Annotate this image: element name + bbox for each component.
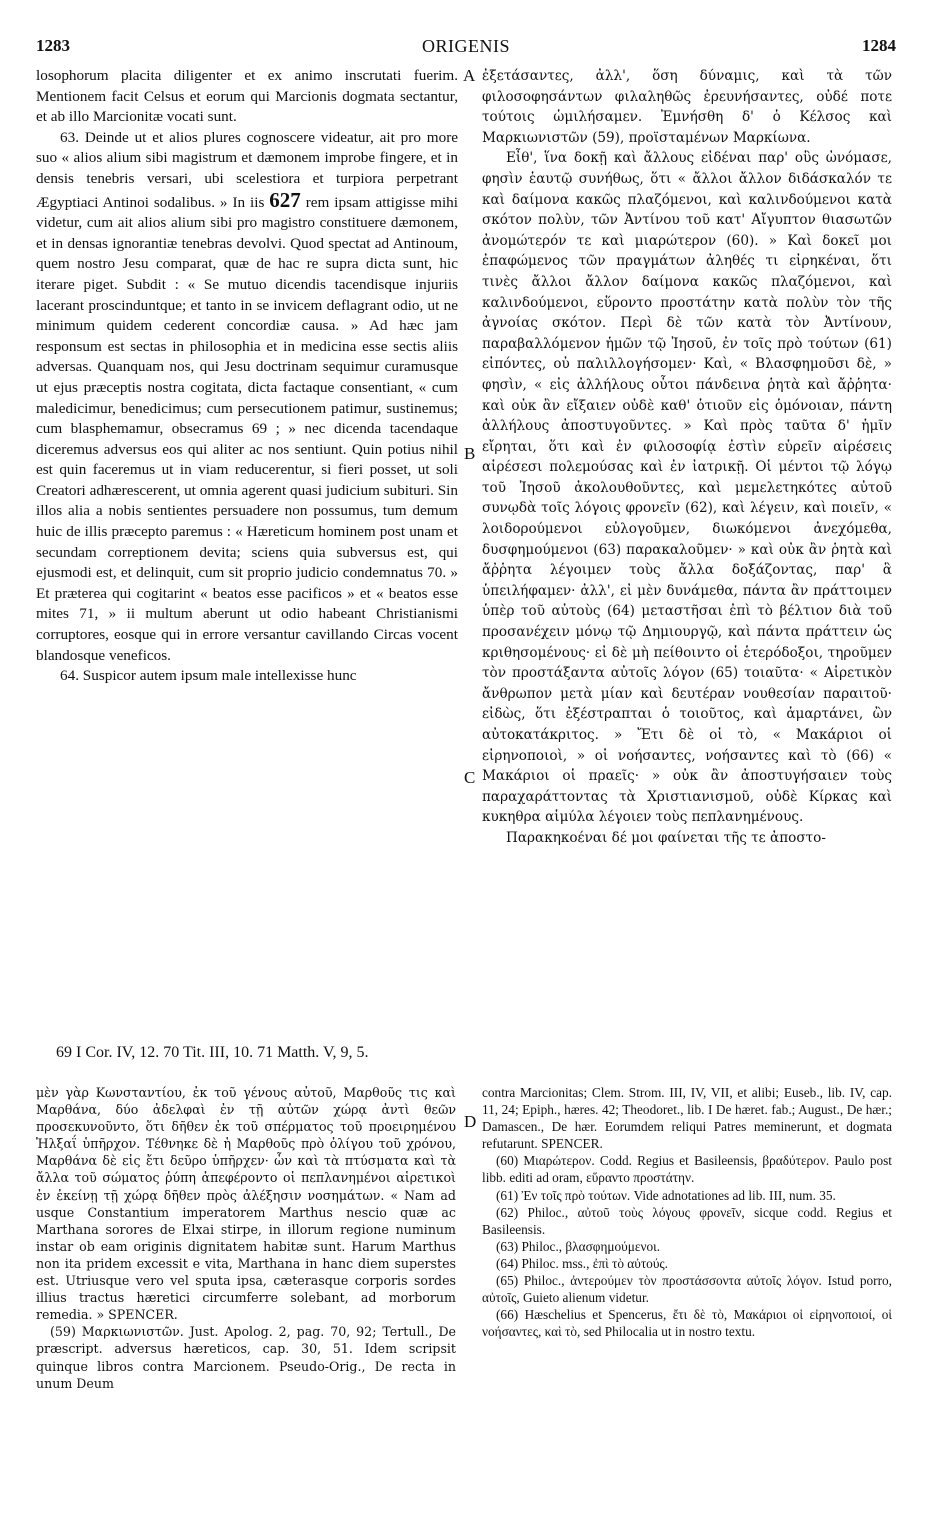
latin-column bbox=[36, 66, 458, 687]
page-number-left: 1283 bbox=[36, 36, 70, 55]
page-number-right: 1284 bbox=[862, 36, 896, 55]
footnote-59: (59) Μαρκιωνιστῶν. Just. Apolog. 2, pag. 70, 92; Tertull., De præscript. adversus hæreticos, cap. 30, 51. Idem scripsit quinque libros contra Marcionem. Pseudo-Orig., De recta in unum Deum bbox=[36, 1324, 456, 1391]
latin-paragraph: 64. Suspicor autem ipsum male intellexisse hunc bbox=[60, 667, 357, 685]
column-marker: 627 bbox=[269, 187, 301, 212]
page-header bbox=[36, 36, 896, 60]
latin-paragraph: losophorum placita diligenter et ex animo inscrutati fuerim. Mentionem facit Celsus et eorum qui Marcionis dogmata sectantur, et ab illo Marcionitæ vocati sunt. bbox=[36, 67, 458, 126]
latin-text: rem ipsam attigisse mihi videtur, cum ait alios alium sibi pro magistro constituere dæmonem, et in densas ignorantiæ tenebras devolvi. Quod spectat ad Antinoum, quem nostro Jesu comparat, quæ de hac re supra dicta sunt, hic iterare piget. Subdit : « Se mutuo dicendis tacendisque injuriis lacerant proscinduntque; et tanto in se invicem deflagrant odio, ut ne minimum quidem cederent concordiæ causa. » Ad hæc jam responsum est sectas in philosophia et in medicina esse sectis aliis adversas. Quanquam nos, qui Jesu doctrinam sequimur curamusque ut ejus præceptis nostra cogitata, dicta factaque consentiant, « cum maledicimur, benedicimus; cum persecutionem patimur, sustinemus; cum blasphemamur, obsecramus 69 ; » nec dicenda tacendaque diceremus adversus eos qui aliter ac nos sentiunt. Quin potius nihil est quin faceremus ut in viam reducerentur, si fieri posset, ut soli Creatori adhærescerent, ut omnia agerent quasi judicium subituri. Sin illos alia a nobis sentientes persuadere non possumus, tum demum huic de illis præcepto paremus : « Hæreticum hominem post unam et secundam correptionem devita; sciens quia subversus est, qui ejusmodi est, et delinquit, cum sit proprio judicio condemnatus 70. » Et præterea qui cogitarint « beatos esse pacificos » et « beatos esse mites 71, » ii multum aberunt ut odio habeant Christianismi corruptores, eosque qui in errore versantur cavillando Circas vocent blandosque veneficos. bbox=[36, 193, 458, 664]
margin-letter-b: B bbox=[464, 444, 476, 463]
greek-paragraph: Παρακηκοέναι δέ μοι φαίνεται τῆς τε ἀποστο- bbox=[506, 829, 826, 846]
footnote-66: (66) Hæschelius et Spencerus, ἔτι δὲ τὸ, Μακάριοι οἱ εἰρηνοποιοί, οἱ νοήσαντες, καὶ τὸ, sed Philocalia ut in nostro textu. bbox=[482, 1307, 892, 1340]
latin-text: 63. Deinde ut et alios plures cognoscere videatur, ait pro more suo « alios alium sibi magistrum et dæmonem improbe fingere, et in densis tenebris versari, ubi scelestiora et turpiora perpetrant Ægyptiaci Antinoi sodalibus. » In iis bbox=[36, 128, 458, 211]
greek-paragraph: ἐξετάσαντες, ἀλλ', ὅση δύναμις, καὶ τὰ τῶν φιλοσοφησάντων φιλαληθῶς ἐρευνήσαντες, οὐδέ ποτε τούτοις ὡμιλήσαμεν. Ἐμνήσθη δ' ὁ Κέλσος καὶ Μαρκιωνιστῶν (59), προϊσταμένων Μαρκίωνα. bbox=[482, 68, 892, 146]
greek-paragraph: Εἶθ', ἵνα δοκῇ καὶ ἄλλους εἰδέναι παρ' οὓς ὠνόμασε, φησὶν ἑαυτῷ συνήθως, ὅτι « ἄλλοι ἄλλον διδάσκαλόν τε καὶ δαίμονα κακῶς πλαζόμενοι, καὶ καλινδούμενοι κατὰ σκότον πολὺν, τῶν Ἀντίνου τοῦ κατ' Αἴγυπτον θιασωτῶν ἀνομώτερόν τε καὶ μιαρώτερον (60). » Καὶ δοκεῖ μοι ἐπαφώμενος τῶν πραγμάτων ἀληθές τι εἰρηκέναι, ὅτι τινὲς ἄλλοι ἄλλον δαίμονα κακῶς πλαζόμενοι, καὶ καλινδούμενοι, εὕροντο προστάτην κατὰ πολὺν τὸν τῆς ἀγνοίας σκότον. Περὶ δὲ τῶν κατὰ τὸν Ἀντίνουν, παραβαλλόμενον ἡμῶν τῷ Ἰησοῦ, ἐν τοῖς πρὸ τούτων (61) εἰπόντες, οὐ παλιλλογήσομεν· Καὶ, « Βλασφημοῦσι δὲ, » φησὶν, « εἰς ἀλλήλους οὗτοι πάνδεινα ῥητὰ καὶ ἄῤῥητα· καὶ οὐκ ἂν εἴξαιεν οὐδὲ καθ' ὁτιοῦν εἰς ὁμόνοιαν, πάντη ἀλλήλους ἀποστυγοῦντες. » Καὶ πρὸς ταῦτα δ' ἡμῖν εἴρηται, ὅτι καὶ ἐν φιλοσοφίᾳ ἐστὶν εὑρεῖν αἱρέσεις αἱρέσεσι πολεμούσας καὶ ἐν ἰατρικῇ. Οἱ μέντοι τῷ λόγῳ τοῦ Ἰησοῦ ἀκολουθοῦντες, καὶ μεμελετηκότες αὐτοῦ συνῳδὰ τοῖς λόγοις φρονεῖν (62), καὶ λέγειν, καὶ ποιεῖν, « λοιδορούμενοι εὐλογοῦμεν, διωκόμενοι ἀνεχόμεθα, δυσφημούμενοι (63) παρακαλοῦμεν· » καὶ οὐκ ἂν ῥητὰ καὶ ἄῤῥητα λέγοιμεν τοὺς ἄλλα δοξάζοντας, παρ' ἃ ὑπειλήφαμεν· ἀλλ', εἰ μὲν δυνάμεθα, πάντα ἂν πράττοιμεν ὑπὲρ τοῦ αὐτοὺς (64) μεταστῆσαι ἐπὶ τὸ βέλτιον διὰ τοῦ προσανέχειν μόνῳ τῷ Δημιουργῷ, καὶ πάντα πράττειν ὡς κριθησομένους· εἰ δὲ μὴ πείθοιντο οἱ ἑτερόδοξοι, τηροῦμεν τὸν προστάξαντα αὐτοῖς λόγον (65) τοιαῦτα· « Αἱρετικὸν ἄνθρωπον μετὰ μίαν καὶ δευτέραν νουθεσίαν παραιτοῦ· εἰδὼς, ὅτι ἐξέστραπται ὁ τοιοῦτος, καὶ ἁμαρτάνει, ὢν αὐτοκατάκριτος. » Ἔτι δὲ οἱ τὸ, « Μακάριοι οἱ εἰρηνοποιοὶ, » οἱ νοήσαντες, νοήσαντες καὶ τὸ (66) « Μακάριοι οἱ πραεῖς· » οὐκ ἂν ἀποστυγήσαιεν τοὺς παραχαράττοντας τὰ Χριστιανισμοῦ, οὐδὲ Κίρκας καὶ κυκηθρα αἱμύλα λέγοιεν τοὺς πεπλανημένους. bbox=[482, 150, 892, 826]
footnotes-left bbox=[36, 1084, 456, 1392]
footnote-62: (62) Philoc., αὐτοῦ τοὺς λόγους φρονεῖν, sicque codd. Regius et Basileensis. bbox=[482, 1204, 892, 1237]
latin-paragraph bbox=[36, 128, 458, 666]
footnote-61: (61) Ἐν τοῖς πρὸ τούτων. Vide adnotationes ad lib. III, num. 35. bbox=[496, 1187, 836, 1203]
footnote-60: (60) Μιαρώτερον. Codd. Regius et Basileensis, βραδύτερον. Paulo post libb. editi ad oram, εὕραντο προστάτην. bbox=[482, 1153, 892, 1186]
scripture-references: 69 I Cor. IV, 12. 70 Tit. III, 10. 71 Matth. V, 9, 5. bbox=[56, 1044, 369, 1061]
margin-letter-c: C bbox=[464, 768, 476, 787]
footnote-65: (65) Philoc., ἀντερούμεν τὸν προστάσσοντα αὐτοῖς λόγον. Istud porro, αὐτοῖς, Guieto alienum videtur. bbox=[482, 1273, 892, 1306]
margin-letter-d: D bbox=[464, 1112, 477, 1131]
greek-column bbox=[482, 66, 892, 849]
footnote-paragraph: contra Marcionitas; Clem. Strom. III, IV, VII, et alibi; Euseb., lib. IV, cap. 11, 24; Epiph., hæres. 42; Theodoret., lib. I De hæret. fab.; August., De hær.; Damascen., De hær. Eorumdem reliqui Patres meminerunt, et dogmata refutarunt. SPENCER. bbox=[482, 1085, 892, 1152]
margin-letter-a: A bbox=[463, 66, 476, 85]
footnote-64: (64) Philoc. mss., ἐπὶ τὸ αὐτούς. bbox=[496, 1255, 669, 1271]
footnote-63: (63) Philoc., βλασφημούμενοι. bbox=[496, 1238, 661, 1254]
footnotes-right bbox=[482, 1084, 892, 1340]
running-title: ORIGENIS bbox=[422, 36, 510, 56]
footnote-paragraph: μὲν γὰρ Κωνσταντίου, ἐκ τοῦ γένους αὐτοῦ, Μαρθοῦς τις καὶ Μαρθάνα, δύο ἀδελφαὶ ἐν τῇ αὐτῶν χώρᾳ ἀντὶ θεῶν προσεκυνοῦντο, ὅτι δῆθεν ἐκ τοῦ σπέρματος τοῦ προειρημένου Ἠλξαΐ ὑπῆρχον. Τέθνηκε δὲ ἡ Μαρθοῦς πρὸ ὀλίγου τοῦ χρόνου, Μαρθάνα δὲ εἰς ἔτι δεῦρο ὑπῆρχεν· ὧν καὶ τὰ πτύσματα καὶ τὰ ἄλλα τοῦ σώματος ῥύπη ἀπεφέροντο οἱ πεπλανημένοι αἱρετικοὶ ἐν ἐκείνῃ τῇ χώρᾳ δῆθεν πρὸς ἀλέξησιν νοσημάτων. « Nam ad usque Constantium imperatorem Marthus nescio quæ ac Marthana sorores de Elxai stirpe, in illorum regione numinum instar ob eam originis dignitatem habitæ sunt. Harum Marthus non ita pridem excessit e vita, Marthana in hanc diem superstes est. Utriusque vero vel sputa ipsa, cæterasque corporis sordes illius tractus hæretici circumferre solebant, ad morborum remedia. » SPENCER. bbox=[36, 1085, 456, 1323]
